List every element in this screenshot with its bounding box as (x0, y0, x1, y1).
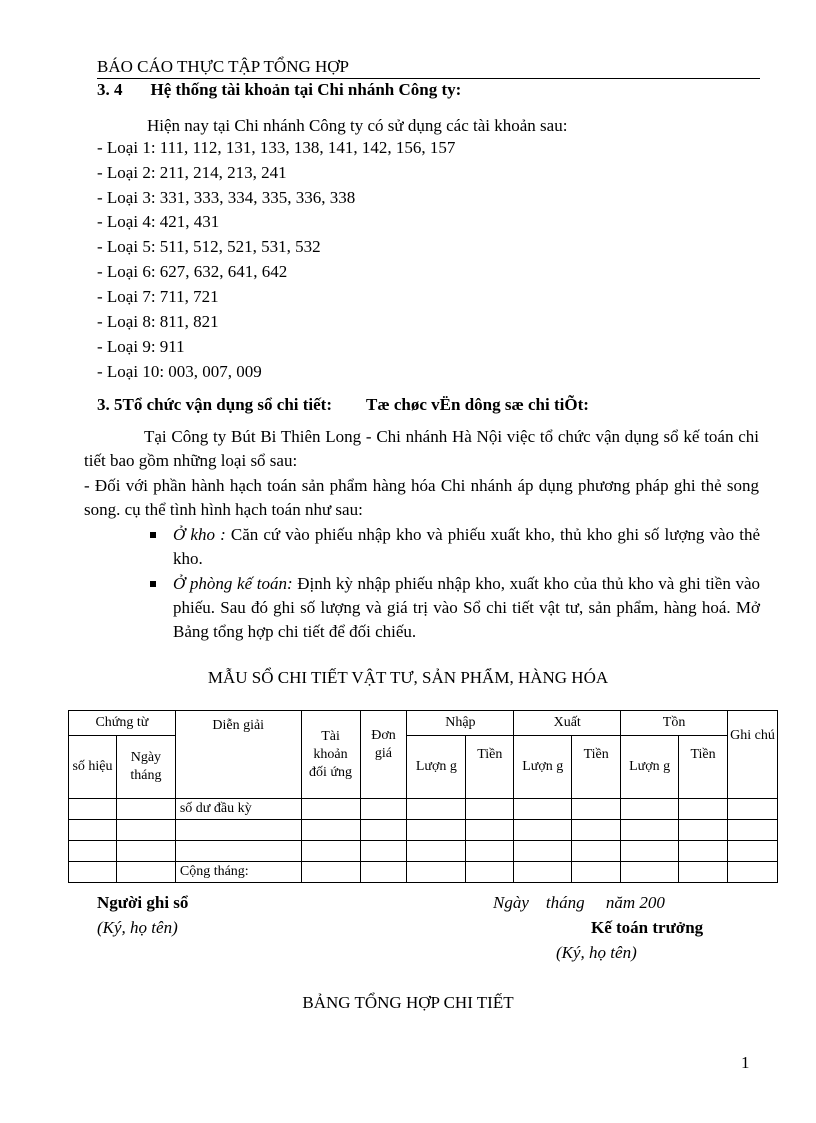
account-type-2: - Loại 2: 211, 214, 213, 241 (97, 163, 287, 182)
square-bullet-icon (150, 581, 156, 587)
section-title: Hệ thống tài khoản tại Chi nhánh Công ty: (150, 80, 462, 99)
ledger-title: MẪU SỔ CHI TIẾT VẬT TƯ, SẢN PHẨM, HÀNG HÓA (207, 668, 609, 687)
summary-title: BẢNG TỔNG HỢP CHI TIẾT (302, 993, 514, 1012)
account-type-10: - Loại 10: 003, 007, 009 (97, 362, 262, 381)
account-type-6: - Loại 6: 627, 632, 641, 642 (97, 262, 288, 281)
bullet-warehouse (150, 523, 760, 571)
header-don-gia: Đơn giá (360, 711, 407, 799)
row-label (175, 820, 301, 841)
section-number: 3. 5 (97, 395, 123, 414)
section-3-4-heading (97, 80, 461, 100)
header-so-hieu: số hiệu (69, 736, 117, 799)
header-ton: Tồn (621, 711, 728, 736)
paragraph-intro: Tại Công ty Bút Bi Thiên Long - Chi nhánh Hà Nội việc tổ chức vận dụng sổ kế toán chi tiết bao gồm những loại sổ sau: (84, 427, 759, 470)
header-tai-khoan: Tài khoản đối ứng (301, 711, 360, 799)
header-xuat-tien: Tiền (572, 736, 621, 799)
bullet-text: Căn cứ vào phiếu nhập kho và phiếu xuất kho, thủ kho ghi số lượng vào thẻ kho. (173, 525, 760, 568)
accounts-intro: Hiện nay tại Chi nhánh Công ty có sử dụng các tài khoản sau: (147, 116, 568, 135)
header-xuat-luong: Lượn g (514, 736, 572, 799)
bullet-label: Ở phòng kế toán: (173, 574, 293, 593)
table-row (69, 862, 778, 883)
table-header-row (69, 711, 778, 736)
account-type-4: - Loại 4: 421, 431 (97, 212, 220, 231)
bullet-text: Định kỳ nhập phiếu nhập kho, xuất kho của thủ kho và ghi tiền vào phiếu. Sau đó ghi số lượng và giá trị vào Sổ chi tiết vật tư, sản phẩm, hàng hoá. Mở Bảng tổng hợp chi tiết để đối chiếu. (173, 574, 760, 641)
row-label (175, 841, 301, 862)
report-header: BÁO CÁO THỰC TẬP TỔNG HỢP (97, 57, 760, 79)
signer-right-title: Kế toán trưởng (591, 918, 704, 937)
section-title: Tổ chức vận dụng sổ chi tiết: (122, 395, 332, 414)
table-subheader-row (69, 736, 778, 799)
date-line: Ngày tháng năm 200 (493, 893, 665, 912)
row-label: số dư đầu kỳ (175, 799, 301, 820)
bullet-label: Ở kho : (173, 525, 226, 544)
signer-right-note: (Ký, họ tên) (556, 943, 637, 962)
table-row (69, 799, 778, 820)
account-type-7: - Loại 7: 711, 721 (97, 287, 219, 306)
page-number: 1 (741, 1053, 750, 1072)
account-type-9: - Loại 9: 911 (97, 337, 185, 356)
table-row (69, 820, 778, 841)
section-title-garbled: Tæ chøc vËn dông sæ chi tiÕt: (366, 395, 589, 414)
table-row (69, 841, 778, 862)
header-ton-luong: Lượn g (621, 736, 679, 799)
header-ghi-chu: Ghi chú (728, 711, 778, 799)
ledger-table (68, 710, 778, 883)
account-type-5: - Loại 5: 511, 512, 521, 531, 532 (97, 237, 321, 256)
header-dien-giai: Diễn giải (175, 711, 301, 799)
header-ton-tien: Tiền (679, 736, 728, 799)
signer-left-note: (Ký, họ tên) (97, 918, 178, 937)
section-number: 3. 4 (97, 80, 123, 99)
header-nhap: Nhập (407, 711, 514, 736)
header-ngay-thang: Ngày tháng (116, 736, 175, 799)
signer-left-title: Người ghi sổ (97, 893, 189, 912)
header-chung-tu: Chứng từ (69, 711, 176, 736)
square-bullet-icon (150, 532, 156, 538)
paragraph-method: - Đối với phần hành hạch toán sản phẩm hàng hóa Chi nhánh áp dụng phương pháp ghi thẻ song song. cụ thể tình hình hạch toán như sau: (84, 476, 759, 519)
account-type-1: - Loại 1: 111, 112, 131, 133, 138, 141, 142, 156, 157 (97, 138, 456, 157)
account-type-8: - Loại 8: 811, 821 (97, 312, 219, 331)
header-nhap-tien: Tiền (466, 736, 514, 799)
header-nhap-luong: Lượn g (407, 736, 466, 799)
section-3-5-heading (97, 395, 589, 415)
row-label: Cộng tháng: (175, 862, 301, 883)
bullet-accounting (150, 572, 760, 644)
account-type-3: - Loại 3: 331, 333, 334, 335, 336, 338 (97, 188, 356, 207)
header-xuat: Xuất (514, 711, 621, 736)
